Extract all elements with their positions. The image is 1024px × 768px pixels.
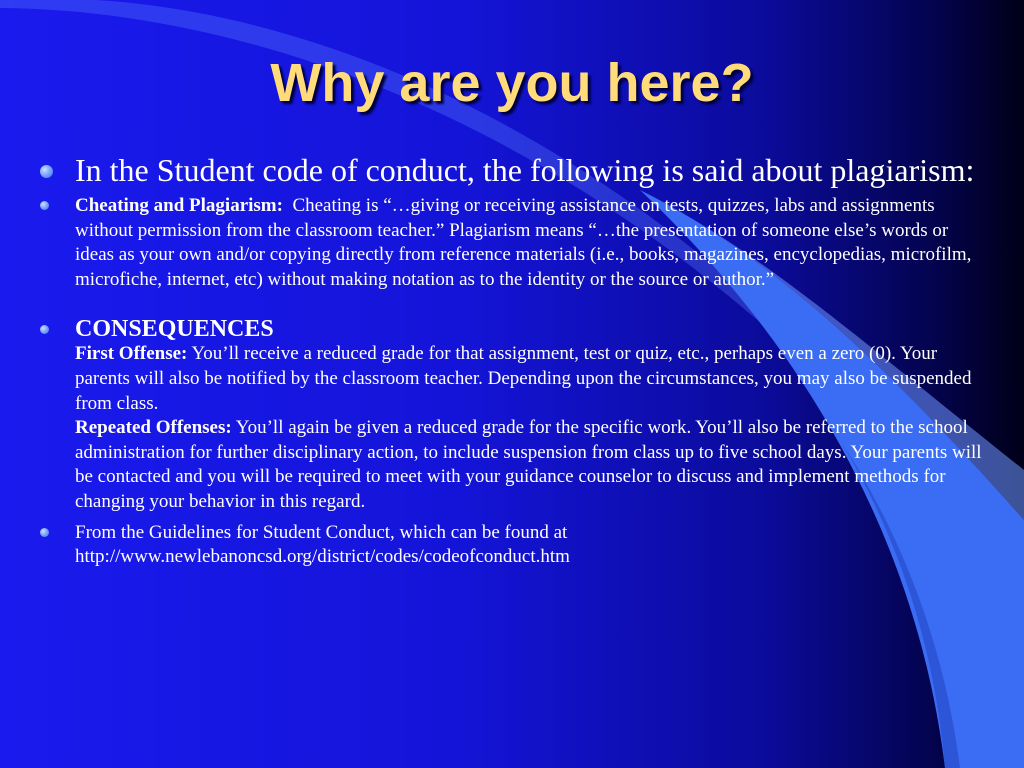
source-text: From the Guidelines for Student Conduct, which can be found at bbox=[75, 521, 568, 543]
slide-title: Why are you here? bbox=[270, 53, 754, 113]
bullet-intro bbox=[40, 152, 984, 188]
bullet-dot-icon bbox=[40, 201, 49, 210]
bullet-cheating bbox=[40, 194, 984, 292]
consequences-heading: CONSEQUENCES bbox=[75, 316, 274, 343]
first-offense-text: You’ll receive a reduced grade for that assignment, test or quiz, etc., perhaps even a zero (0). Your parents will also be notified by the classroom teacher. Depending upon the circumstances, you may also be suspended from class. bbox=[75, 343, 972, 414]
bullet-source bbox=[40, 521, 984, 570]
bullet-dot-icon bbox=[40, 528, 49, 537]
bullet-dot-icon bbox=[40, 165, 53, 178]
cheating-text: Cheating is “…giving or receiving assistance on tests, quizzes, labs and assignments without permission from the classroom teacher.” Plagiarism means “…the presentation of someone else’s words or ideas as your own and/or copying directly from reference materials (i.e., books, magazines, encyclopedias, microfilm, microfiche, internet, etc) without making notation as to the identity or the source or author.” bbox=[75, 195, 972, 290]
source-url: http://www.newlebanoncsd.org/district/codes/codeofconduct.htm bbox=[75, 546, 570, 568]
first-offense-label: First Offense: bbox=[75, 343, 188, 365]
bullet-dot-icon bbox=[40, 325, 49, 334]
bullet-list bbox=[40, 152, 984, 570]
repeated-offenses-label: Repeated Offenses: bbox=[75, 417, 232, 439]
intro-text: In the Student code of conduct, the following is said about plagiarism: bbox=[75, 152, 975, 188]
repeated-offenses-text: You’ll again be given a reduced grade for the specific work. You’ll also be referred to the school administration for further disciplinary action, to include suspension from class up to five school days. Your parents will be contacted and you will be required to meet with your guidance counselor to discuss and implement methods for changing your behavior in this regard. bbox=[75, 417, 982, 512]
bullet-consequences bbox=[40, 316, 984, 514]
cheating-label: Cheating and Plagiarism: bbox=[75, 195, 283, 216]
